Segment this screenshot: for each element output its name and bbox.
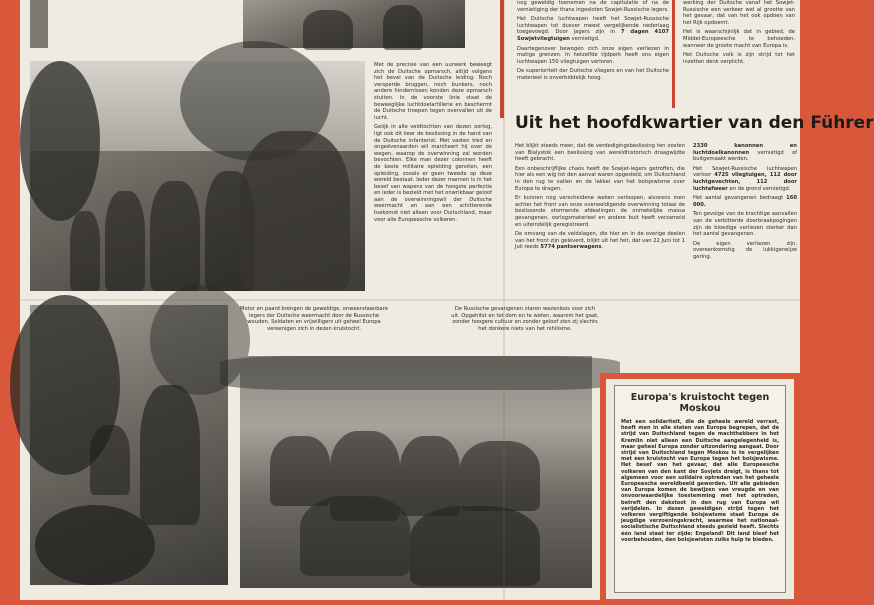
report-right-p2: Het Sowjet-Russische luchtwapen verloor 4725 vliegtuigen, 112 door luchtgevechten, 112 door luchtafweer en de grond vernietigd. <box>693 165 797 192</box>
photo-horse-column <box>30 305 228 585</box>
sidebar-box <box>600 373 800 605</box>
report-column <box>515 143 685 254</box>
report-column-right <box>693 143 797 264</box>
marching-text-p1: Met de precisie van een uurwerk beweegt zich de Duitsche opmarsch, altijd volgens het bevel van de Duitsche leiding. Noch versperde bruggen, noch bunkers, noch andere hindernissen konden deze opmarsch stuiten. In de voorste linie staat de beweeglijke luchtdoelartillerie en beschermt de Duitsche troepen tegen overvallen uit de lucht. <box>374 62 492 121</box>
box-text: Met een solidariteit, die de geheele wereld verrast, heeft men in alle staten van Europa begrepen, dat de strijd van Duitschland tegen de machthebbers in het Kremlin niet alleen een Duitsche aangelegenheid is, maar geheel Europa zonder uitzondering aangaat. Door strijd van Duitschland tegen Moskou is te vergelijken met een kruistocht van Europa tegen het bolsjewisme. Het besef van het gevaar, dat alle Europeesche volkeren van den kant der Sovjets dreigt, is thans tot algemeen voor een solidaire optreden van het geheele Europeesche wereldbeeld geworden. Uit alle gebieden van Europa komen de bewijzen van vreugde en van onvoorwaardelijke toestemming met het optreden, betreft den dakstoot in den rug van Europa wil verijdelen. In dezen geweldigen strijd tegen het volkeren vergiftigende bolsjewisme staat Europa de jeugdige verzoeningskracht, waarmee het nationaal-socialistische Duitschland steeds gezield heeft. Slechts één land staat ter zijde: Engeland! Dit land bleef het voorbehouden, den bolsjewisten zulks hulp te bieden. <box>621 419 779 543</box>
report-right-p3: Het aantal gevangenen bedraagt 160 000. <box>693 195 797 208</box>
top-right-p2: Het is waarschijnlijk dat in gebied, de Middel-Europeesche te behoeden, wanneer de groote macht van Europa is. <box>683 29 795 49</box>
red-separator-bar-right <box>672 0 675 108</box>
sidebar-box-inner <box>614 385 786 593</box>
top-right-p3: Het Duitsche volk is zijn strijd tot het inzetten denk verplicht. <box>683 52 795 65</box>
caption-prisoners: De Russische gevangenen staren wezenloos voor zich uit. Opgehitst en tot dom en te weten, waarom het gaat, zonder hoogere cultuur en zonder geloof zien zij slechts het donkere niets van het nihilisme. <box>451 306 599 332</box>
box-title: Europa's kruistocht tegen Moskou <box>630 392 770 414</box>
report-right-p4: Ten gevolge van de krachtige aanvallen van de verbitterde doorbraakpogingen zijn de bloedige verliezen sterker dan het aantal gevangenen. <box>693 211 797 238</box>
photo-top-left-corner <box>30 0 48 48</box>
top-middle-p1: nog geweldig toenemen na de capitulatie of na de vernietiging der thans ingesloten Sowjet-Russische legers. <box>517 0 669 13</box>
photo-prisoners <box>240 356 592 588</box>
report-p3: Er kunnen nog verscheidene weken verloopen, alvorens men achter het front van onze overweldigende overwinning totaal de beslissende stormende afdeelingen de onmetelijke massa gevangenen, oorlogsmaterieel en andere buit heeft verzameld en uiteindelijk geregistreerd. <box>515 195 685 228</box>
top-right-column <box>683 0 795 68</box>
headline: Uit het hoofdkwartier van den Führer <box>515 113 874 133</box>
top-middle-column <box>517 0 669 85</box>
caption-motor: Motor en paard brengen de geweldige, onweerstaanbare legers der Duitsche weermacht door de Russische wouden. Soldaten en vrijwilligers uit geheel Europa vereenigen zich in dezen kruistocht. <box>240 306 388 332</box>
top-middle-p3: Daartegenover bewogen zich onze eigen verliezen in matige grenzen. In hetzelfde tijdperk heeft ons eigen luchtwapen 150 vliegtuigen verloren. <box>517 45 669 65</box>
photo-marching-soldiers <box>30 61 365 291</box>
top-middle-p2-bold: 7 dagen 4107 Sowjetvliegtuigen <box>517 29 669 42</box>
photo-top-strip <box>243 0 465 48</box>
paper-fold-horizontal <box>20 299 800 301</box>
report-p1: Het blijkt steeds meer, dat de verdedigingsbeslissing ten oosten van Bialystok een beslissing van wereldhistorisch draagwijdte heeft gebracht. <box>515 143 685 163</box>
report-p2: Een onbeschrijflijke chaos heeft de Sowjet-legers getroffen, die hier als een wig tot den aanval waren opgesteld, om Duitschland in den rug te vallen en de lakkei van het bolsjewisme over Europa te dragen. <box>515 165 685 192</box>
marching-caption-column <box>374 62 492 226</box>
report-p4: De omvang van de veldslagen, die hier en in de overige deelen van het front zijn geleverd, blijkt uit het feit, dat van 22 Juni tot 1 Juli reeds 5774 pantserwagens. <box>515 231 685 251</box>
top-middle-p4: De superioriteit der Duitsche vliegers en van het Duitsche materieel is onverbiddelijk hoog. <box>517 68 669 81</box>
report-right-p5: De eigen verliezen zijn, overeenkomstig de lukkigerwijze gering. <box>693 240 797 260</box>
report-p4-bold: 5774 pantserwagens <box>540 244 602 251</box>
top-middle-p2: Het Duitsche luchtwapen heeft het Sowjet-Russische luchtwapen tot dusver meest vergelijkende nederlaag toegevoegd. Door jagers zijn in 7 dagen 4107 Sowjetvliegtuigen vernietigd. <box>517 16 669 42</box>
report-right-p1: 2330 kanonnen en luchtdoelkanonnen vernietigd of buitgemaakt werden. <box>693 143 798 163</box>
top-right-p1: werking der Duitsche vanaf het Sowjet-Russische een verkeer wel al grootte van het gevaar, dat van het ook opdoen van het Rijk opdoemt. <box>683 0 795 26</box>
marching-text-p2: Gelijk in alle veldtochten van dezen oorlog, ligt ook dit keer de beslissing in de hand van de Duitsche infanterist. Met vasten tred en ongeëvenaarden wil marcheert hij over de wegen, waarop de overwinning zal worden bevochten. Elke man dezer colonnen heeft de beste militaire opleiding genoten, een opleiding, zooals er geen tweede op deze wereld bestaat. Ieder dezer mannen is in het besef van wapens van de hoogste perfectie en ieder is bezield met het onwrikbaar geloof aan de overwinningswil der Duitsche weermacht en aan een schitterende toekomst niet alleen voor Duitschland, maar voor alle Europeesche volkeren. <box>374 124 492 223</box>
